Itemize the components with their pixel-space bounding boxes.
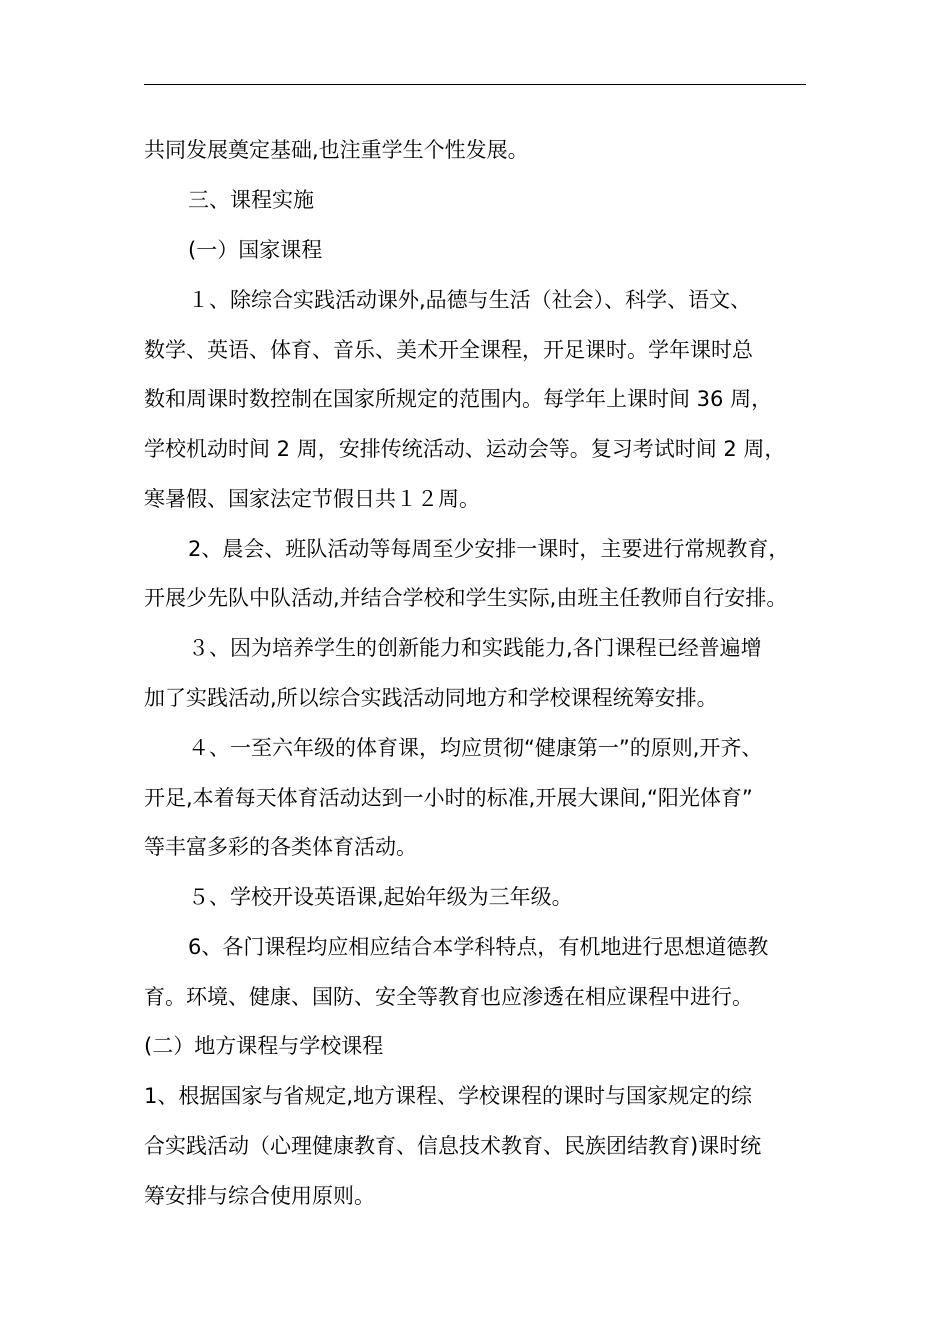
- text-line: 开足,本着每天体育活动达到一小时的标准,开展大课间,“阳光体育”: [144, 786, 753, 810]
- text-line: 2、晨会、班队活动等每周至少安排一课时，主要进行常规教育，: [188, 537, 790, 561]
- subsection-heading: (二）地方课程与学校课程: [144, 1034, 384, 1058]
- text-line: 数和周课时数控制在国家所规定的范围内。每学年上课时间 36 周，: [144, 387, 773, 411]
- text-line: 开展少先队中队活动,并结合学校和学生实际,由班主任教师自行安排。: [144, 586, 788, 610]
- text-line: １、除综合实践活动课外,品德与生活（社会）、科学、语文、: [188, 288, 752, 312]
- subsection-heading: (一）国家课程: [188, 238, 323, 262]
- text-line: 共同发展奠定基础,也注重学生个性发展。: [144, 138, 529, 162]
- text-line: 寒暑假、国家法定节假日共１２周。: [144, 487, 480, 511]
- header-rule: [144, 84, 806, 85]
- text-line: 育。环境、健康、国防、安全等教育也应渗透在相应课程中进行。: [144, 985, 753, 1009]
- text-line: 等丰富多彩的各类体育活动。: [144, 835, 417, 859]
- text-line: 筹安排与综合使用原则。: [144, 1184, 375, 1208]
- text-line: 6、各门课程均应相应结合本学科特点，有机地进行思想道德教: [188, 935, 769, 959]
- text-line: ５、学校开设英语课,起始年级为三年级。: [188, 885, 573, 909]
- text-line: 学校机动时间 2 周，安排传统活动、运动会等。复习考试时间 2 周，: [144, 437, 786, 461]
- text-line: 1、根据国家与省规定,地方课程、学校课程的课时与国家规定的综: [144, 1084, 753, 1108]
- text-line: 数学、英语、体育、音乐、美术开全课程，开足课时。学年课时总: [144, 338, 753, 362]
- text-line: ４、一至六年级的体育课，均应贯彻“健康第一”的原则,开齐、: [188, 736, 763, 760]
- section-heading: 三、课程实施: [188, 188, 314, 212]
- text-line: 合实践活动（心理健康教育、信息技术教育、民族团结教育)课时统: [144, 1134, 762, 1158]
- text-line: 加了实践活动,所以综合实践活动同地方和学校课程统筹安排。: [144, 686, 718, 710]
- text-line: ３、因为培养学生的创新能力和实践能力,各门课程已经普遍增: [188, 636, 762, 660]
